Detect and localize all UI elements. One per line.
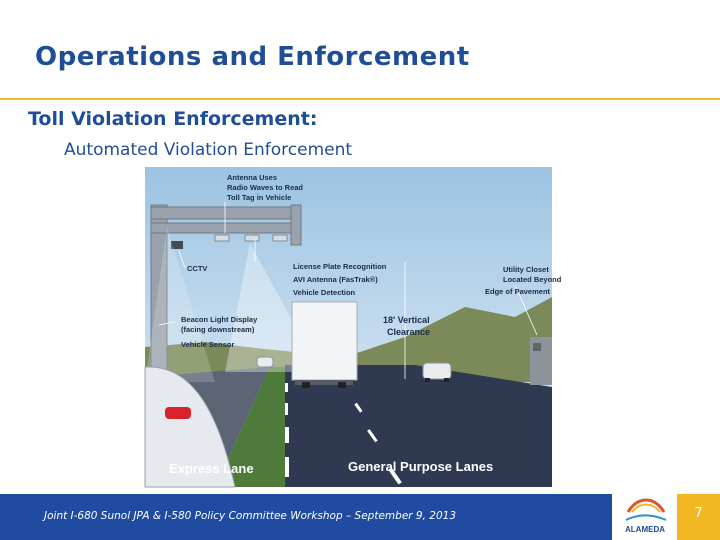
label-antenna-3: Toll Tag in Vehicle — [227, 193, 292, 202]
label-clearance-1: 18' Vertical — [383, 315, 430, 325]
label-vehicle-sensor: Vehicle Sensor — [181, 340, 235, 349]
label-antenna-2: Radio Waves to Read — [227, 183, 303, 192]
footer-text: Joint I-680 Sunol JPA & I-580 Policy Committee Workshop – September 9, 2013 — [44, 510, 457, 522]
bullet-toll-violation: Toll Violation Enforcement: — [28, 108, 318, 130]
label-utility-1: Utility Closet — [503, 265, 549, 274]
box-truck — [292, 302, 357, 388]
label-beacon-2: (facing downstream) — [181, 325, 255, 334]
white-car-right — [423, 363, 451, 382]
gantry-antennas — [215, 235, 287, 241]
label-antenna-1: Antenna Uses — [227, 173, 278, 182]
label-utility-2: Located Beyond — [503, 275, 562, 284]
slide-title: Operations and Enforcement — [35, 42, 470, 72]
distant-car — [257, 357, 273, 367]
label-general-lanes: General Purpose Lanes — [348, 459, 494, 474]
label-clearance-2: Clearance — [387, 327, 431, 337]
toll-enforcement-diagram — [145, 167, 562, 487]
car-taillight — [165, 407, 191, 419]
label-vehicle-detection: Vehicle Detection — [293, 288, 356, 297]
title-divider — [0, 98, 720, 100]
label-avi-antenna: AVI Antenna (FasTrak®) — [293, 275, 378, 284]
label-express-lane: Express Lane — [169, 461, 254, 476]
alameda-logo — [620, 492, 670, 538]
bullet-automated-enforcement: Automated Violation Enforcement — [64, 140, 353, 160]
utility-closet — [530, 337, 552, 385]
page-number: 7 — [694, 506, 703, 521]
label-cctv: CCTV — [187, 264, 208, 273]
label-beacon-1: Beacon Light Display — [181, 315, 258, 324]
page-number-box — [677, 494, 720, 540]
label-utility-3: Edge of Pavement — [485, 287, 551, 296]
logo-text: ALAMEDA — [625, 525, 665, 534]
label-plate-recognition: License Plate Recognition — [293, 262, 387, 271]
